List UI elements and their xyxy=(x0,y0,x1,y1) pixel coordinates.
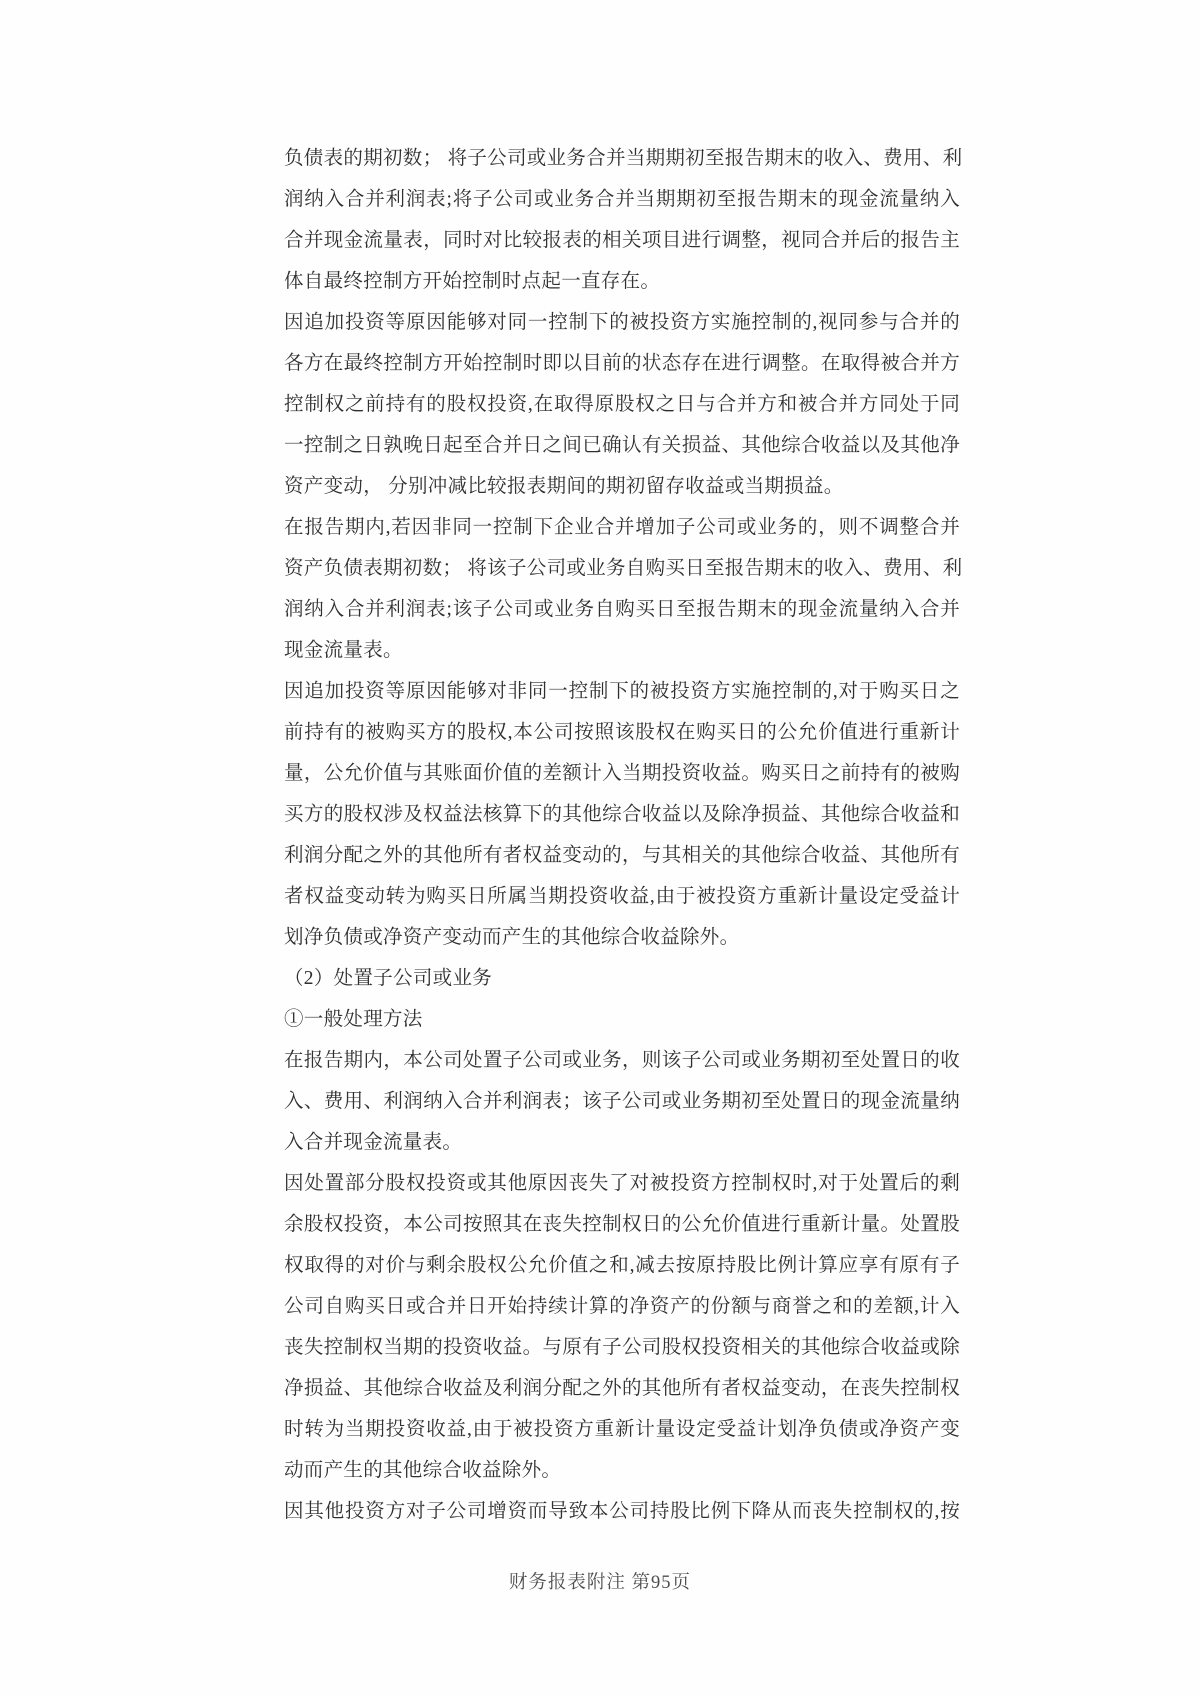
text-line: 各方在最终控制方开始控制时即以目前的状态存在进行调整。在取得被合并方 xyxy=(284,353,960,374)
text-line: 入合并现金流量表。 xyxy=(284,1132,463,1153)
text-line: 润纳入合并利润表;将子公司或业务合并当期期初至报告期末的现金流量纳入 xyxy=(284,189,960,210)
text-line: 在报告期内,若因非同一控制下企业合并增加子公司或业务的，则不调整合并 xyxy=(284,517,960,538)
text-line: 现金流量表。 xyxy=(284,640,403,661)
text-line: 因处置部分股权投资或其他原因丧失了对被投资方控制权时,对于处置后的剩 xyxy=(284,1173,960,1194)
text-line: 因其他投资方对子公司增资而导致本公司持股比例下降从而丧失控制权的,按 xyxy=(284,1501,960,1522)
text-line: 前持有的被购买方的股权,本公司按照该股权在购买日的公允价值进行重新计 xyxy=(284,722,960,743)
text-line: 资产负债表期初数； 将该子公司或业务自购买日至报告期末的收入、费用、利 xyxy=(284,558,963,579)
text-line: 划净负债或净资产变动而产生的其他综合收益除外。 xyxy=(284,927,740,948)
text-line: 因追加投资等原因能够对同一控制下的被投资方实施控制的,视同参与合并的 xyxy=(284,312,960,333)
text-line: 者权益变动转为购买日所属当期投资收益,由于被投资方重新计量设定受益计 xyxy=(284,886,960,907)
body-text xyxy=(284,138,963,1532)
text-line: 在报告期内，本公司处置子公司或业务，则该子公司或业务期初至处置日的收 xyxy=(284,1050,960,1071)
text-line: 负债表的期初数； 将子公司或业务合并当期期初至报告期末的收入、费用、利 xyxy=(284,148,963,169)
text-line: 丧失控制权当期的投资收益。与原有子公司股权投资相关的其他综合收益或除 xyxy=(284,1337,960,1358)
text-line: 权取得的对价与剩余股权公允价值之和,减去按原持股比例计算应享有原有子 xyxy=(284,1255,960,1276)
text-line: 余股权投资，本公司按照其在丧失控制权日的公允价值进行重新计量。处置股 xyxy=(284,1214,960,1235)
text-line: 净损益、其他综合收益及利润分配之外的其他所有者权益变动，在丧失控制权 xyxy=(284,1378,960,1399)
text-line: 公司自购买日或合并日开始持续计算的净资产的份额与商誉之和的差额,计入 xyxy=(284,1296,960,1317)
text-line: 买方的股权涉及权益法核算下的其他综合收益以及除净损益、其他综合收益和 xyxy=(284,804,960,825)
text-line: 一控制之日孰晚日起至合并日之间已确认有关损益、其他综合收益以及其他净 xyxy=(284,435,960,456)
text-line: 润纳入合并利润表;该子公司或业务自购买日至报告期末的现金流量纳入合并 xyxy=(284,599,960,620)
text-line: 控制权之前持有的股权投资,在取得原股权之日与合并方和被合并方同处于同 xyxy=(284,394,960,415)
text-line: ①一般处理方法 xyxy=(284,1009,423,1030)
text-line: 入、费用、利润纳入合并利润表；该子公司或业务期初至处置日的现金流量纳 xyxy=(284,1091,960,1112)
text-line: （2）处置子公司或业务 xyxy=(284,968,493,989)
text-line: 合并现金流量表，同时对比较报表的相关项目进行调整，视同合并后的报告主 xyxy=(284,230,960,251)
text-line: 动而产生的其他综合收益除外。 xyxy=(284,1460,562,1481)
text-line: 利润分配之外的其他所有者权益变动的，与其相关的其他综合收益、其他所有 xyxy=(284,845,960,866)
text-line: 因追加投资等原因能够对非同一控制下的被投资方实施控制的,对于购买日之 xyxy=(284,681,960,702)
text-line: 体自最终控制方开始控制时点起一直存在。 xyxy=(284,271,661,292)
text-line: 资产变动， 分别冲减比较报表期间的期初留存收益或当期损益。 xyxy=(284,476,844,497)
page-footer: 财务报表附注 第95页 xyxy=(508,1573,692,1593)
text-line: 时转为当期投资收益,由于被投资方重新计量设定受益计划净负债或净资产变 xyxy=(284,1419,960,1440)
text-line: 量，公允价值与其账面价值的差额计入当期投资收益。购买日之前持有的被购 xyxy=(284,763,960,784)
